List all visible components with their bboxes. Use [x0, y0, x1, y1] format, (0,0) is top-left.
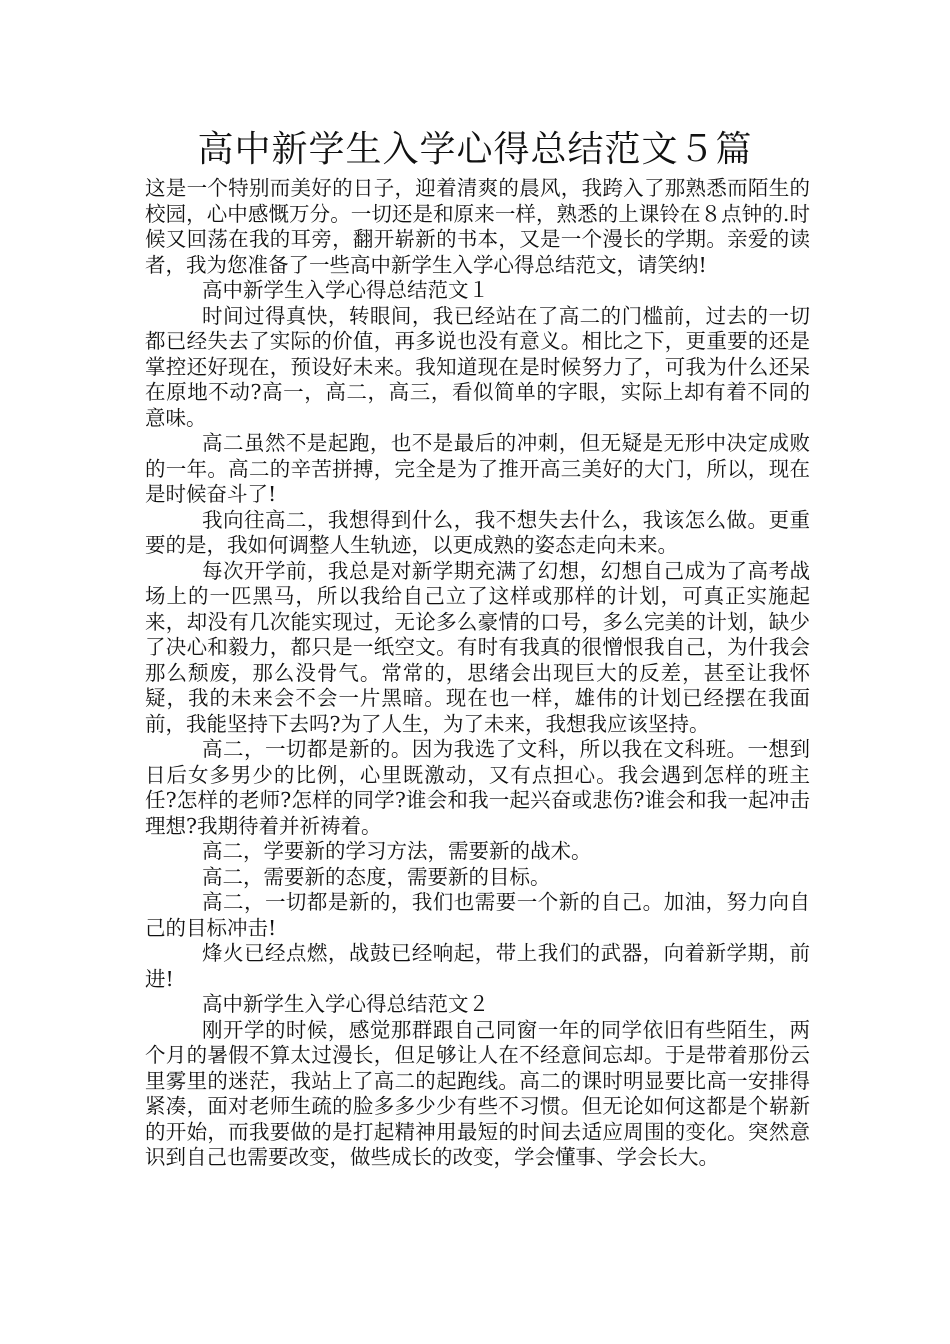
body-paragraph: 烽火已经点燃，战鼓已经响起，带上我们的武器，向着新学期，前进!	[145, 941, 810, 991]
body-paragraph: 时间过得真快，转眼间，我已经站在了高二的门槛前，过去的一切都已经失去了实际的价值，再多说也没有意义。相比之下，更重要的还是掌控还好现在，预设好未来。我知道现在是时候努力了，可我为什么还呆在原地不动?高一，高二，高三，看似简单的字眼，实际上却有着不同的意味。	[145, 303, 810, 430]
body-paragraph: 高二虽然不是起跑，也不是最后的冲刺，但无疑是无形中决定成败的一年。高二的辛苦拼搏，完全是为了推开高三美好的大门，所以，现在是时候奋斗了!	[145, 431, 810, 506]
body-paragraph: 高二，学要新的学习方法，需要新的战术。	[202, 839, 592, 863]
document-body	[145, 176, 810, 1171]
body-paragraph: 刚开学的时候，感觉那群跟自己同窗一年的同学依旧有些陌生，两个月的暑假不算太过漫长，但足够让人在不经意间忘却。于是带着那份云里雾里的迷茫，我站上了高二的起跑线。高二的课时明显要比高一安排得紧凑，面对老师生疏的脸多多少少有些不习惯。但无论如何这都是个崭新的开始，而我要做的是打起精神用最短的时间去适应周围的变化。突然意识到自己也需要改变，做些成长的改变，学会懂事、学会长大。	[145, 1017, 810, 1169]
intro-paragraph: 这是一个特别而美好的日子，迎着清爽的晨风，我跨入了那熟悉而陌生的校园，心中感慨万分。一切还是和原来一样，熟悉的上课铃在８点钟的.时候又回荡在我的耳旁，翻开崭新的书本，又是一个漫长的学期。亲爱的读者，我为您准备了一些高中新学生入学心得总结范文，请笑纳!	[145, 176, 810, 277]
body-paragraph: 高二，一切都是新的。因为我选了文科，所以我在文科班。一想到日后女多男少的比例，心里既激动，又有点担心。我会遇到怎样的班主任?怎样的老师?怎样的同学?谁会和我一起兴奋或悲伤?谁会和我一起冲击理想?我期待着并祈祷着。	[145, 737, 810, 838]
section-heading-2: 高中新学生入学心得总结范文２	[202, 992, 489, 1016]
document-title: 高中新学生入学心得总结范文５篇	[197, 129, 753, 170]
body-paragraph: 高二，一切都是新的，我们也需要一个新的自己。加油，努力向自己的目标冲击!	[145, 890, 810, 940]
body-paragraph: 高二，需要新的态度，需要新的目标。	[202, 864, 551, 889]
body-paragraph: 我向往高二，我想得到什么，我不想失去什么，我该怎么做。更重要的是，我如何调整人生轨迹，以更成熟的姿态走向未来。	[145, 507, 810, 557]
body-paragraph: 每次开学前，我总是对新学期充满了幻想，幻想自己成为了高考战场上的一匹黑马，所以我给自己立了这样或那样的计划，可真正实施起来，却没有几次能实现过，无论多么豪情的口号，多么完美的计划，缺少了决心和毅力，都只是一纸空文。有时有我真的很憎恨我自己，为什我会那么颓废，那么没骨气。常常的，思绪会出现巨大的反差，甚至让我怀疑，我的未来会不会一片黑暗。现在也一样，雄伟的计划已经摆在我面前，我能坚持下去吗?为了人生，为了未来，我想我应该坚持。	[145, 558, 810, 736]
section-heading-1: 高中新学生入学心得总结范文１	[202, 278, 489, 302]
